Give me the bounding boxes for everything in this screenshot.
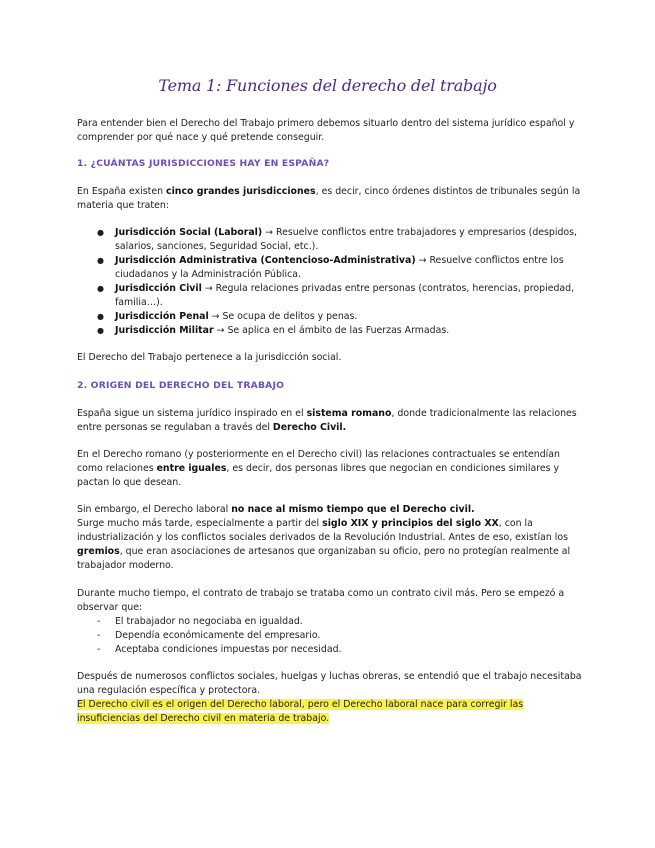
list-item: Jurisdicción Militar → Se aplica en el ámbito de las Fuerzas Armadas. — [115, 325, 450, 336]
list-item: El trabajador no negociaba en igualdad. — [115, 616, 303, 627]
intro-paragraph: Para entender bien el Derecho del Trabajo primero debemos situarlo dentro del sistema jurídico español y comprender por qué nace y qué pretende conseguir. — [77, 118, 575, 143]
section2-heading: 2. ORIGEN DEL DERECHO DEL TRABAJO — [77, 380, 285, 391]
section2-paragraph-3: Sin embargo, el Derecho laboral no nace al mismo tiempo que el Derecho civil. Surge mucho más tarde, especialmente a partir del siglo XIX y principios del siglo XX, con la industrialización y los conflictos sociales derivados de la Revolución Industrial. Antes de eso, existían los gremios, que eran asociaciones de artesanos que organizaban su oficio, pero no protegían realmente al trabajador moderno. — [77, 504, 571, 571]
list-item: Jurisdicción Penal → Se ocupa de delitos y penas. — [115, 311, 358, 322]
section2-paragraph-5: Después de numerosos conflictos sociales, huelgas y luchas obreras, se entendió que el trabajo necesitaba una regulación específica y protectora. — [77, 671, 582, 696]
section2-paragraph-4: Durante mucho tiempo, el contrato de trabajo se trataba como un contrato civil más. Pero se empezó a observar que: — [77, 588, 565, 613]
bullet-icon: ● — [97, 256, 104, 265]
highlighted-conclusion: El Derecho civil es el origen del Derecho laboral, pero el Derecho laboral nace para corregir las insuficiencias del Derecho civil en materia de trabajo. — [77, 699, 524, 724]
list-item: Jurisdicción Administrativa (Contencioso-Administrativa) → Resuelve conflictos entre los ciudadanos y la Administración Pública. — [115, 255, 564, 280]
list-item: Dependía económicamente del empresario. — [115, 630, 321, 641]
section1-closing: El Derecho del Trabajo pertenece a la jurisdicción social. — [77, 352, 342, 363]
dash-marker: - — [97, 616, 101, 627]
section1-paragraph: En España existen cinco grandes jurisdicciones, es decir, cinco órdenes distintos de tribunales según la materia que traten: — [77, 186, 581, 211]
list-item: Jurisdicción Social (Laboral) → Resuelve conflictos entre trabajadores y empresarios (despidos, salarios, sanciones, Seguridad Social, etc.). — [115, 227, 578, 252]
document-title: Tema 1: Funciones del derecho del trabajo — [158, 76, 497, 95]
list-item: Jurisdicción Civil → Regula relaciones privadas entre personas (contratos, herencias, propiedad, familia…). — [115, 283, 575, 308]
bullet-icon: ● — [97, 326, 104, 335]
section2-paragraph-1: España sigue un sistema jurídico inspirado en el sistema romano, donde tradicionalmente las relaciones entre personas se regulaban a través del Derecho Civil. — [77, 408, 577, 433]
bullet-icon: ● — [97, 284, 104, 293]
list-item: Aceptaba condiciones impuestas por necesidad. — [115, 644, 342, 655]
bullet-icon: ● — [97, 312, 104, 321]
dash-marker: - — [97, 630, 101, 641]
section1-heading: 1. ¿CUÁNTAS JURISDICCIONES HAY EN ESPAÑA? — [77, 158, 330, 169]
dash-marker: - — [97, 644, 101, 655]
section2-paragraph-2: En el Derecho romano (y posteriormente en el Derecho civil) las relaciones contractuales se entendían como relaciones entre iguales, es decir, dos personas libres que negocian en condiciones similares y pactan lo que desean. — [77, 449, 560, 488]
bullet-icon: ● — [97, 228, 104, 237]
